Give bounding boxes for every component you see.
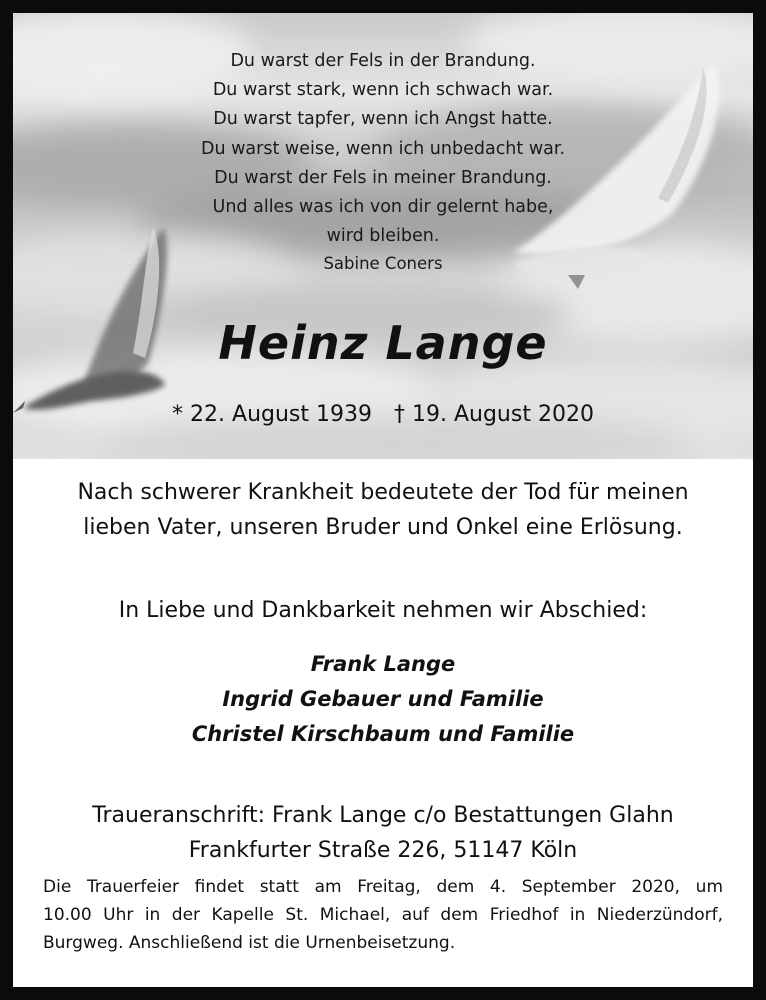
mourning-address: [13, 798, 753, 868]
mourner-name: Christel Kirschbaum und Familie: [191, 722, 575, 746]
poem-line: wird bleiben.: [326, 226, 440, 247]
deceased-name: Heinz Lange: [218, 316, 548, 370]
address-line: Traueranschrift: Frank Lange c/o Bestattungen Glahn: [92, 803, 674, 828]
memorial-poem: [13, 47, 753, 251]
life-dates: [13, 402, 753, 427]
service-line: Die Trauerfeier findet statt am Freitag, dem 4. September 2020, um: [43, 877, 723, 897]
poem-line: Du warst der Fels in der Brandung.: [230, 51, 536, 71]
birth-date: * 22. August 1939: [172, 402, 372, 427]
poem-line: Du warst weise, wenn ich unbedacht war.: [200, 138, 566, 159]
mourner-name: Frank Lange: [310, 652, 456, 676]
farewell-text: In Liebe und Dankbarkeit nehmen wir Abschied:: [118, 598, 648, 623]
funeral-service-info: [43, 873, 723, 957]
poem-author: Sabine Coners: [323, 254, 443, 273]
poem-line: Du warst stark, wenn ich schwach war.: [212, 80, 554, 101]
death-date: † 19. August 2020: [394, 402, 594, 427]
intro-line: lieben Vater, unseren Bruder und Onkel eine Erlösung.: [83, 515, 683, 540]
address-line: Frankfurter Straße 226, 51147 Köln: [188, 838, 578, 863]
sky-photo-header: [13, 13, 753, 459]
service-line: 10.00 Uhr in der Kapelle St. Michael, auf dem Friedhof in Niederzündorf,: [43, 905, 723, 925]
service-line: Burgweg. Anschließend ist die Urnenbeisetzung.: [43, 933, 456, 953]
mourners-list: [13, 647, 753, 752]
poem-line: Du warst tapfer, wenn ich Angst hatte.: [213, 109, 553, 130]
intro-text: [13, 475, 753, 545]
poem-line: Du warst der Fels in meiner Brandung.: [214, 167, 552, 188]
poem-line: Und alles was ich von dir gelernt habe,: [212, 197, 554, 218]
intro-line: Nach schwerer Krankheit bedeutete der Tod für meinen: [77, 480, 689, 505]
mourner-name: Ingrid Gebauer und Familie: [222, 687, 544, 711]
